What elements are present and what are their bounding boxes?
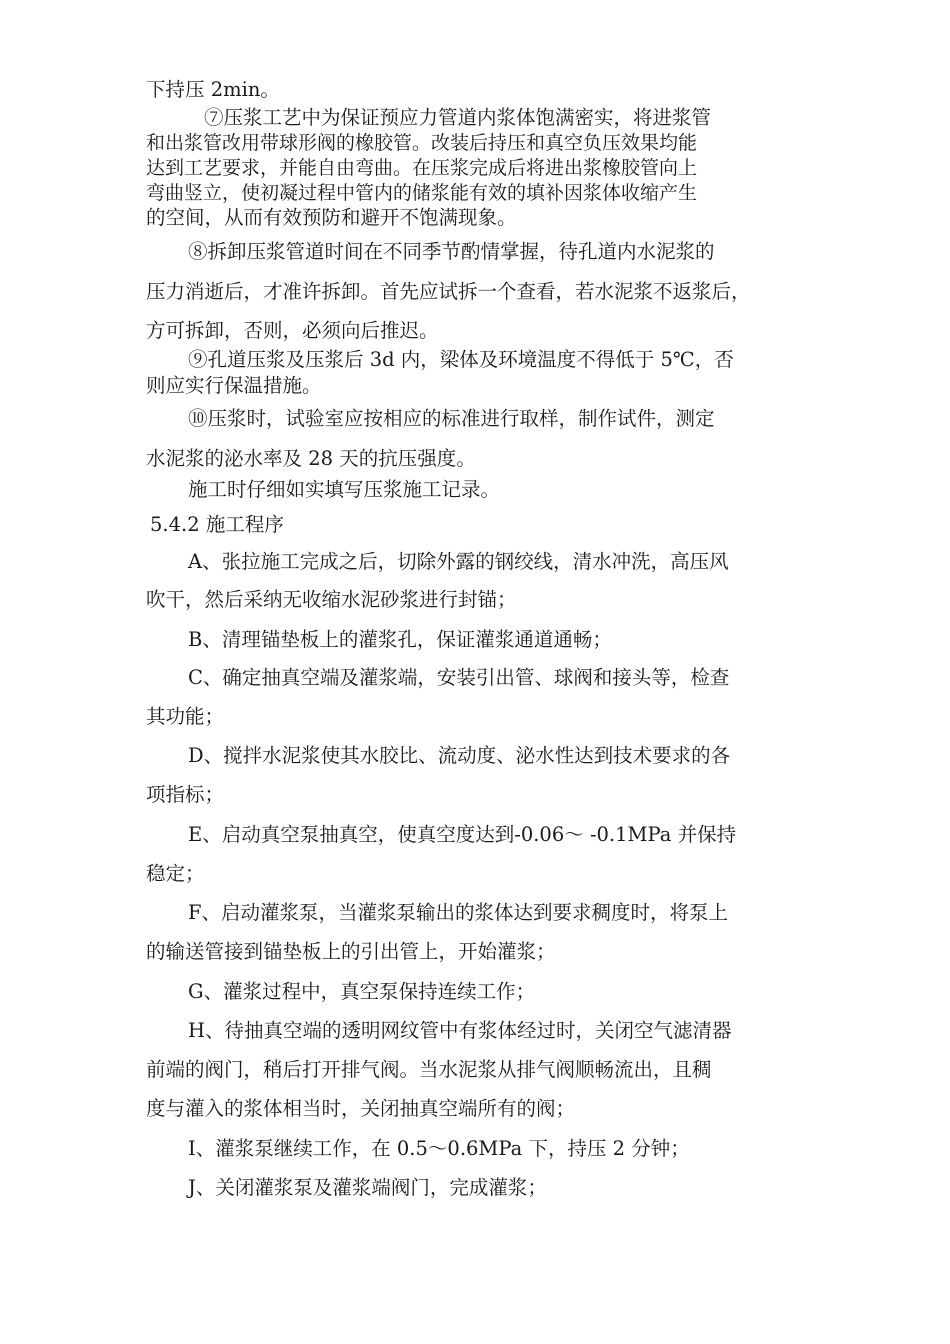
- text-line: D、搅拌水泥浆使其水胶比、流动度、泌水性达到技术要求的各: [188, 744, 731, 767]
- text-line: 稳定；: [146, 862, 205, 885]
- text-line: H、待抽真空端的透明网纹管中有浆体经过时，关闭空气滤清器: [188, 1019, 732, 1042]
- text-line: I、灌浆泵继续工作，在 0.5～0.6MPa 下，持压 2 分钟；: [188, 1137, 690, 1160]
- text-line: 和出浆管改用带球形阀的橡胶管。改装后持压和真空负压效果均能: [146, 132, 698, 154]
- text-line: 吹干，然后采纳无收缩水泥砂浆进行封锚；: [146, 588, 517, 611]
- text-line: ⑩压浆时，试验室应按相应的标准进行取样，制作试件，测定: [188, 407, 715, 430]
- section-heading: 5.4.2 施工程序: [150, 513, 284, 536]
- text-line: 方可拆卸，否则，必须向后推迟。: [146, 319, 439, 342]
- text-line: 达到工艺要求，并能自由弯曲。在压浆完成后将进出浆橡胶管向上: [146, 157, 698, 179]
- text-line: 前端的阀门，稍后打开排气阀。当水泥浆从排气阀顺畅流出，且稠: [146, 1058, 712, 1081]
- text-line: J、关闭灌浆泵及灌浆端阀门，完成灌浆；: [188, 1176, 547, 1199]
- text-line: ⑦压浆工艺中为保证预应力管道内浆体饱满密实，将进浆管: [204, 106, 712, 129]
- text-line: ⑧拆卸压浆管道时间在不同季节酌情掌握，待孔道内水泥浆的: [188, 240, 715, 263]
- text-line: 的输送管接到锚垫板上的引出管上，开始灌浆；: [146, 940, 556, 963]
- text-line: C、确定抽真空端及灌浆端，安装引出管、球阀和接头等，检查: [188, 666, 730, 689]
- text-line: 的空间，从而有效预防和避开不饱满现象。: [146, 206, 517, 229]
- text-line: 则应实行保温措施。: [146, 374, 322, 397]
- text-line: 度与灌入的浆体相当时，关闭抽真空端所有的阀；: [146, 1097, 576, 1120]
- text-line: ⑨孔道压浆及压浆后 3d 内，梁体及环境温度不得低于 5℃，否: [188, 348, 734, 371]
- text-line: A、张拉施工完成之后，切除外露的钢绞线，清水冲洗，高压风: [188, 550, 729, 573]
- text-line: 其功能；: [146, 705, 225, 728]
- text-line: G、灌浆过程中，真空泵保持连续工作；: [188, 980, 536, 1003]
- text-line: F、启动灌浆泵，当灌浆泵输出的浆体达到要求稠度时，将泵上: [188, 901, 729, 924]
- text-line: E、启动真空泵抽真空，使真空度达到-0.06～ -0.1MPa 并保持: [188, 823, 737, 846]
- text-line: 下持压 2min。: [146, 78, 280, 101]
- text-line: 施工时仔细如实填写压浆施工记录。: [188, 478, 501, 501]
- text-line: B、清理锚垫板上的灌浆孔，保证灌浆通道通畅；: [188, 628, 612, 651]
- text-line: 压力消逝后，才准许拆卸。首先应试拆一个查看，若水泥浆不返浆后，: [146, 280, 751, 303]
- text-line: 水泥浆的泌水率及 28 天的抗压强度。: [146, 447, 476, 470]
- text-line: 项指标；: [146, 783, 225, 806]
- text-line: 弯曲竖立，使初凝过程中管内的储浆能有效的填补因浆体收缩产生: [146, 182, 698, 204]
